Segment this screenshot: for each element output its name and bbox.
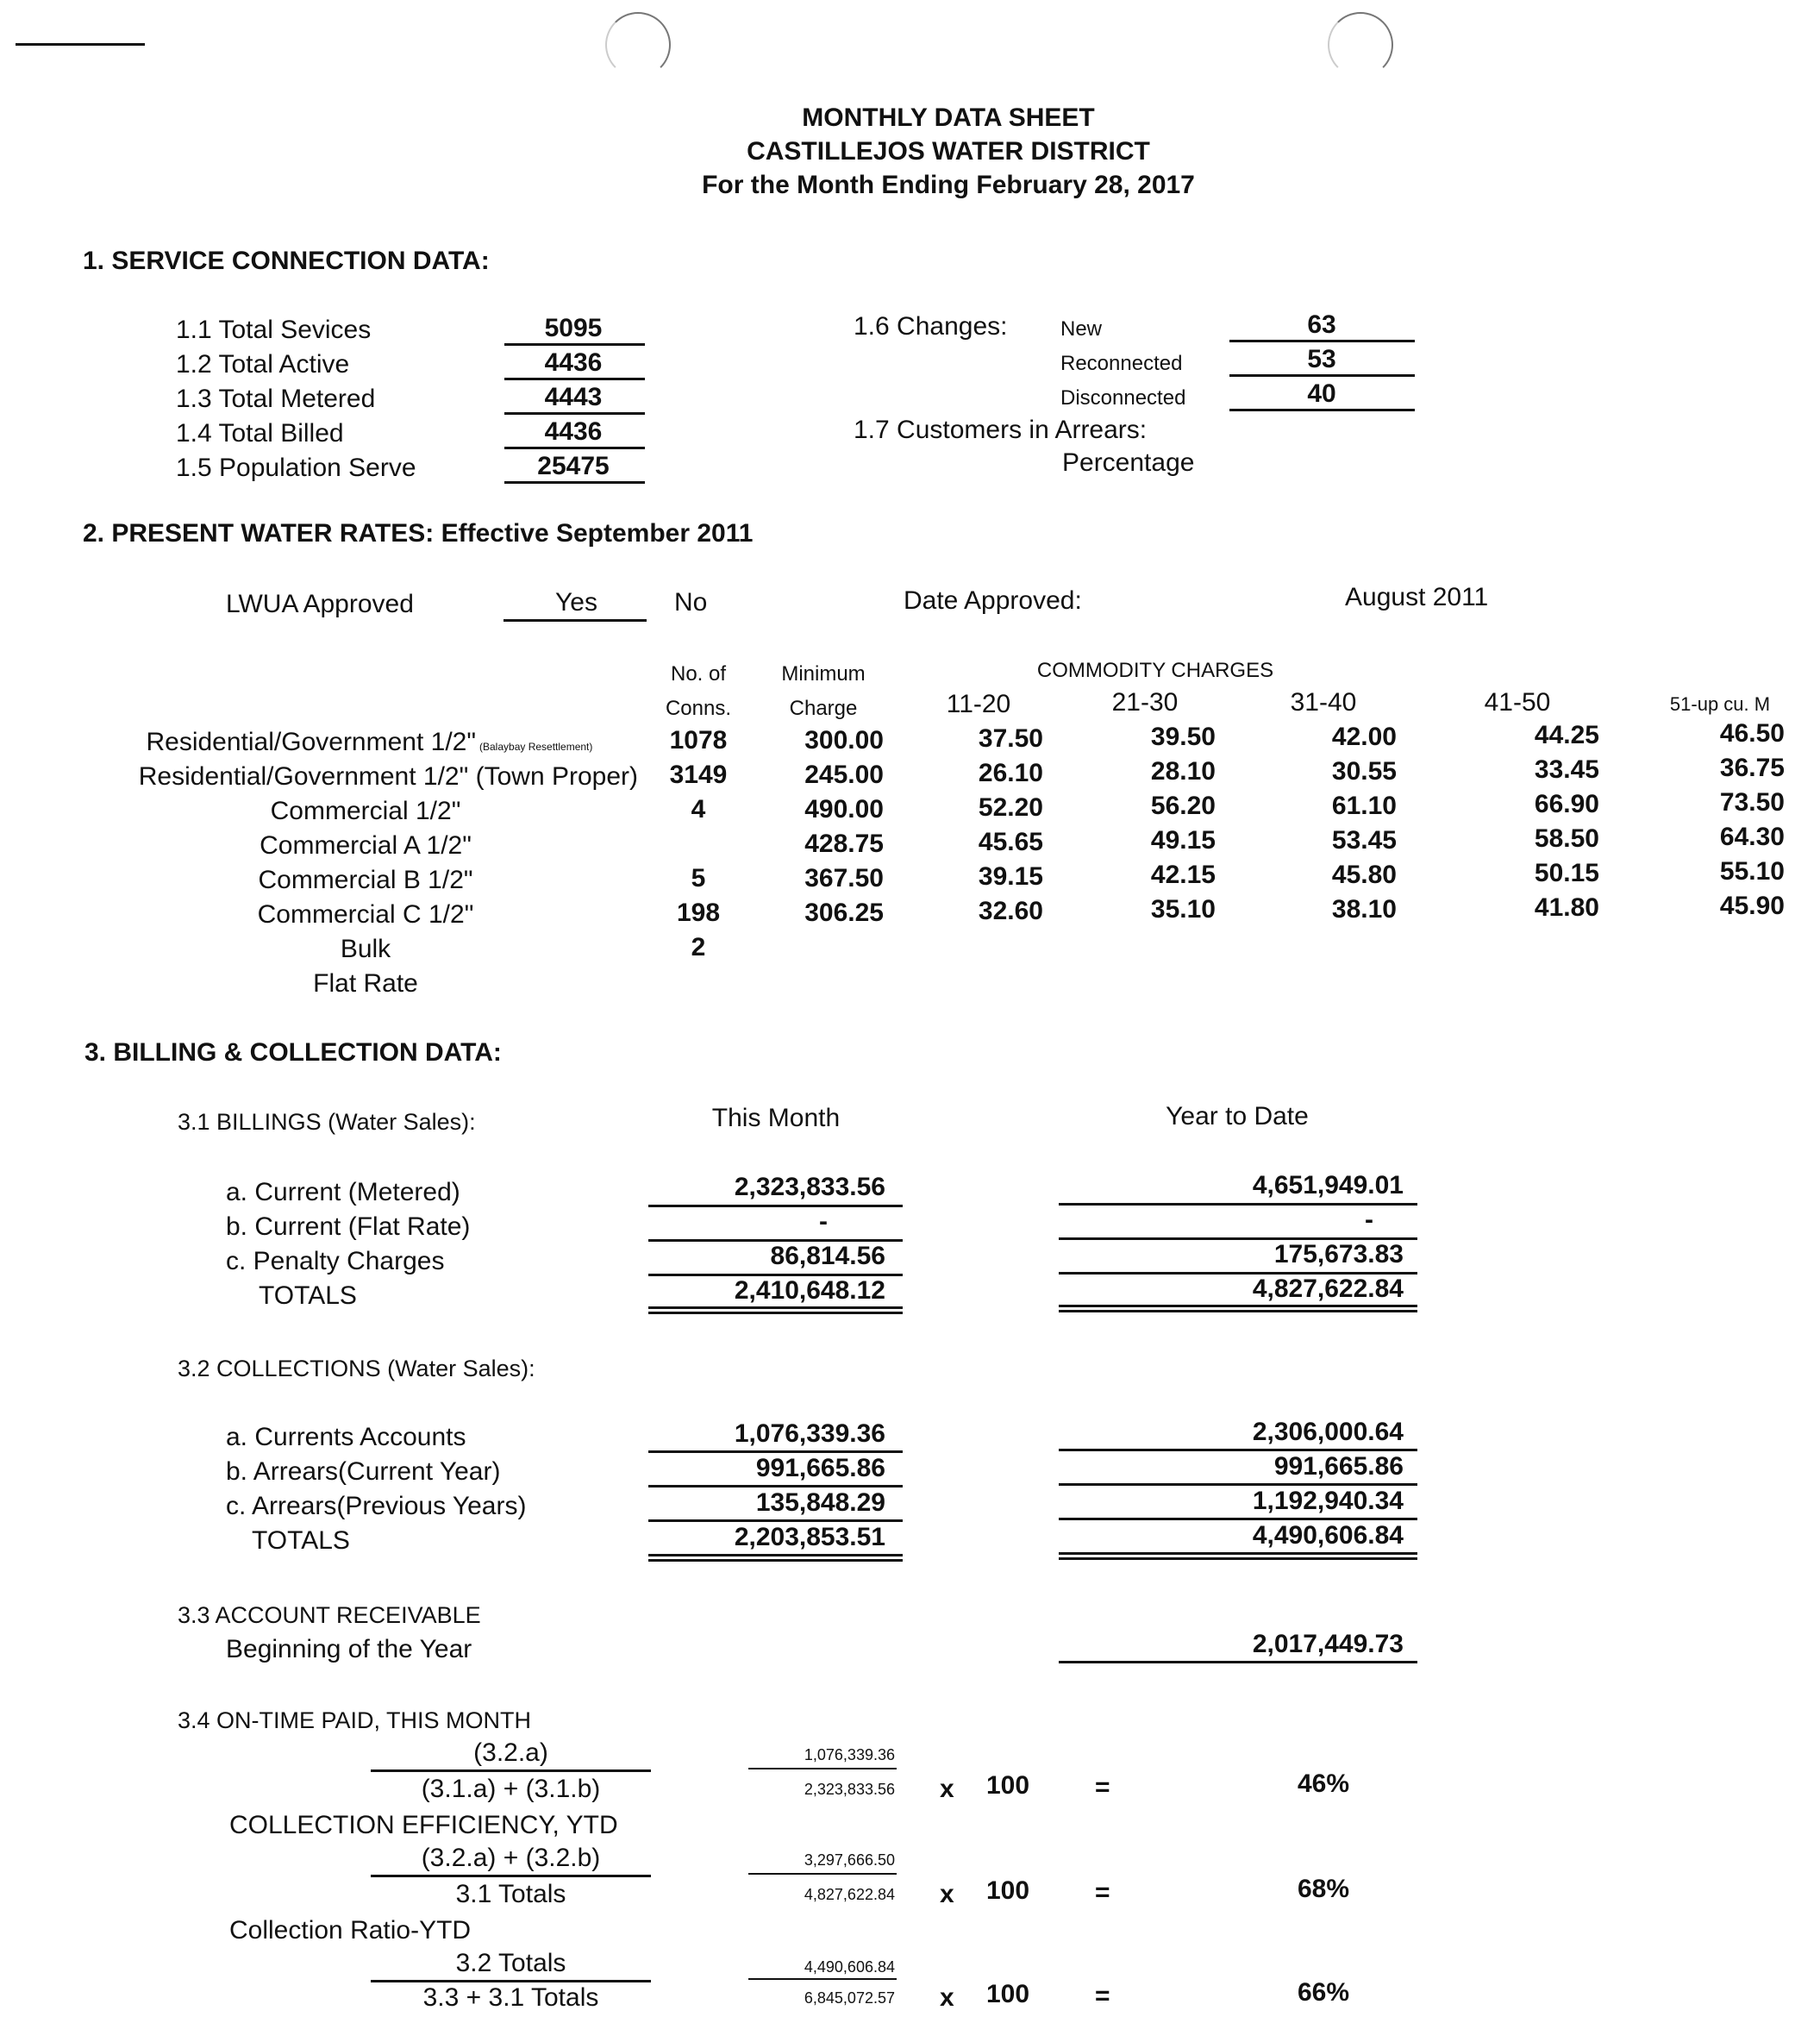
changes-label: 1.6 Changes: [854, 312, 1008, 341]
col-header-charge: Charge [789, 697, 858, 720]
value-underline [1059, 1449, 1417, 1451]
ratio-label: Collection Ratio-YTD [229, 1916, 472, 1945]
value-underline [1059, 1203, 1417, 1206]
billing-ytd-value: - [1365, 1206, 1373, 1234]
rate-row-conns: 2 [691, 933, 706, 961]
value-underline [504, 447, 645, 449]
rate-cell: 42.15 [1150, 861, 1216, 889]
change-reconnected-label: Reconnected [1060, 352, 1183, 375]
change-new-value: 63 [1307, 310, 1336, 339]
hundred: 100 [986, 1876, 1030, 1905]
rate-cell: 45.80 [1331, 861, 1397, 889]
receivable-value: 2,017,449.73 [1252, 1630, 1404, 1658]
rate-cell: 53.45 [1331, 826, 1397, 855]
billing-ytd-value: 175,673.83 [1273, 1240, 1404, 1268]
fraction-bar [748, 1978, 897, 1980]
rate-row-minimum: 245.00 [804, 761, 884, 789]
fraction-bar [371, 1769, 651, 1772]
rate-row-name: Bulk [340, 935, 391, 963]
billing-row-label: b. Current (Flat Rate) [226, 1212, 471, 1241]
multiply-sign: x [940, 1775, 954, 1803]
col-header-bracket: 41-50 [1484, 688, 1551, 717]
ratio-label: COLLECTION EFFICIENCY, YTD [229, 1811, 618, 1839]
value-underline [648, 1519, 903, 1522]
value-underline [1229, 340, 1415, 342]
section-heading-water-rates: 2. PRESENT WATER RATES: Effective September 2011 [83, 519, 754, 548]
fraction-bar [748, 1873, 897, 1875]
service-item-label: 1.1 Total Sevices [176, 316, 372, 344]
change-new-label: New [1060, 317, 1103, 341]
col-header-bracket: 11-20 [946, 690, 1011, 718]
lwua-no: No [674, 588, 708, 617]
rate-row-minimum: 490.00 [804, 795, 884, 824]
rate-cell: 45.65 [978, 828, 1043, 856]
ratio-numerator-formula: 3.2 Totals [455, 1949, 566, 1977]
rate-row-name: Flat Rate [313, 969, 418, 998]
rate-cell: 39.50 [1150, 723, 1216, 751]
value-underline [648, 1450, 903, 1453]
col-header-conns: Conns. [665, 697, 732, 720]
collection-month-value: 135,848.29 [755, 1488, 885, 1517]
rate-row-conns: 4 [691, 795, 706, 824]
collection-totals-label: TOTALS [252, 1526, 350, 1555]
receivable-label: 3.3 ACCOUNT RECEIVABLE [178, 1602, 481, 1628]
rate-cell: 66.90 [1534, 790, 1599, 818]
rate-cell: 26.10 [978, 759, 1043, 787]
rate-cell: 46.50 [1719, 719, 1785, 748]
rate-cell: 61.10 [1331, 792, 1397, 820]
ratio-result: 68% [1297, 1875, 1350, 1903]
billing-month-total: 2,410,648.12 [734, 1276, 885, 1305]
total-double-underline [1059, 1552, 1417, 1560]
value-underline [504, 343, 645, 346]
col-header-bracket: 21-30 [1111, 688, 1179, 717]
collection-month-total: 2,203,853.51 [734, 1523, 885, 1551]
lwua-approved-label: LWUA Approved [226, 590, 414, 618]
change-reconnected-value: 53 [1307, 345, 1336, 373]
rate-row-conns: 198 [676, 899, 721, 927]
service-item-value: 4443 [544, 383, 603, 411]
rate-cell: 35.10 [1150, 895, 1216, 924]
punch-hole-left [605, 12, 671, 78]
this-month-header: This Month [711, 1104, 841, 1132]
rate-cell: 39.15 [978, 862, 1043, 891]
value-underline [504, 412, 645, 415]
receivable-sublabel: Beginning of the Year [226, 1635, 472, 1663]
col-header-no-of: No. of [670, 662, 727, 686]
billing-month-value: - [819, 1207, 828, 1236]
billing-row-label: c. Penalty Charges [226, 1247, 445, 1275]
billing-ytd-value: 4,651,949.01 [1252, 1171, 1404, 1199]
district-name: CASTILLEJOS WATER DISTRICT [747, 137, 1150, 166]
change-disconnected-label: Disconnected [1060, 386, 1186, 410]
rate-cell: 45.90 [1719, 892, 1785, 920]
collection-ytd-value: 991,665.86 [1273, 1452, 1404, 1481]
rate-row-name: Commercial 1/2" [270, 797, 461, 825]
service-item-label: 1.4 Total Billed [176, 419, 344, 448]
hundred: 100 [986, 1980, 1030, 2008]
rate-cell: 56.20 [1150, 792, 1216, 820]
billing-month-value: 86,814.56 [770, 1242, 885, 1270]
ratio-label: 3.4 ON-TIME PAID, THIS MONTH [178, 1707, 532, 1733]
service-item-value: 25475 [537, 452, 610, 480]
rate-row-conns: 3149 [669, 761, 728, 789]
billing-ytd-total: 4,827,622.84 [1252, 1275, 1404, 1303]
ratio-denominator-value: 2,323,833.56 [804, 1781, 895, 1798]
value-underline [1059, 1661, 1417, 1663]
value-underline [648, 1205, 903, 1207]
multiply-sign: x [940, 1983, 954, 2012]
value-underline [1229, 409, 1415, 411]
date-approved-label: Date Approved: [904, 586, 1082, 615]
date-approved-value: August 2011 [1345, 583, 1489, 611]
ratio-denominator-formula: (3.1.a) + (3.1.b) [421, 1775, 601, 1803]
ratio-denominator-formula: 3.1 Totals [455, 1880, 566, 1908]
collection-row-label: c. Arrears(Previous Years) [226, 1492, 527, 1520]
rate-row-minimum: 300.00 [804, 726, 884, 755]
ratio-numerator-formula: (3.2.a) [473, 1738, 548, 1767]
value-underline [504, 481, 645, 484]
rate-cell: 73.50 [1719, 788, 1785, 817]
service-item-label: 1.3 Total Metered [176, 385, 376, 413]
collections-label: 3.2 COLLECTIONS (Water Sales): [178, 1356, 535, 1381]
billing-row-label: a. Current (Metered) [226, 1178, 460, 1206]
value-underline [1229, 374, 1415, 377]
ratio-result: 46% [1297, 1769, 1350, 1798]
punch-hole-right [1328, 12, 1393, 78]
rate-cell: 49.15 [1150, 826, 1216, 855]
rate-row-name: Residential/Government 1/2" (Town Proper) [138, 762, 638, 791]
rate-cell: 38.10 [1331, 895, 1397, 924]
rate-row-conns: 5 [691, 864, 706, 892]
rate-cell: 44.25 [1534, 721, 1599, 749]
collection-ytd-total: 4,490,606.84 [1252, 1521, 1404, 1550]
fraction-bar [371, 1980, 651, 1982]
rate-row-name: Commercial B 1/2" [258, 866, 473, 894]
billing-month-value: 2,323,833.56 [734, 1173, 885, 1201]
ratio-denominator-formula: 3.3 + 3.1 Totals [422, 1983, 599, 2012]
rate-cell: 42.00 [1331, 723, 1397, 751]
rate-cell: 32.60 [978, 897, 1043, 925]
col-header-bracket: 51-up cu. M [1669, 693, 1771, 715]
col-header-commodity: COMMODITY CHARGES [1036, 659, 1274, 682]
rate-row-conns: 1078 [669, 726, 728, 755]
yes-underline [503, 619, 647, 622]
collection-month-value: 1,076,339.36 [734, 1419, 885, 1448]
hundred: 100 [986, 1771, 1030, 1800]
ratio-numerator-value: 4,490,606.84 [804, 1958, 895, 1976]
rate-cell: 30.55 [1331, 757, 1397, 786]
rate-row-name: Commercial A 1/2" [260, 831, 472, 860]
equals-sign: = [1095, 1773, 1110, 1801]
scan-mark-line [16, 43, 145, 46]
fraction-bar [748, 1768, 897, 1769]
page-title: MONTHLY DATA SHEET [802, 103, 1095, 132]
ratio-numerator-value: 3,297,666.50 [804, 1851, 895, 1869]
rate-row-note: (Balaybay Resettlement) [479, 741, 593, 753]
fraction-bar [371, 1875, 651, 1877]
billings-label: 3.1 BILLINGS (Water Sales): [178, 1109, 476, 1135]
ratio-numerator-formula: (3.2.a) + (3.2.b) [421, 1844, 601, 1872]
equals-sign: = [1095, 1878, 1110, 1907]
service-item-value: 4436 [544, 348, 603, 377]
ratio-result: 66% [1297, 1978, 1350, 2007]
multiply-sign: x [940, 1880, 954, 1908]
rate-cell: 36.75 [1719, 754, 1785, 782]
equals-sign: = [1095, 1982, 1110, 2010]
collection-row-label: a. Currents Accounts [226, 1423, 466, 1451]
report-period: For the Month Ending February 28, 2017 [702, 171, 1195, 199]
section-heading-service-connection: 1. SERVICE CONNECTION DATA: [83, 247, 490, 275]
rate-cell: 50.15 [1534, 859, 1599, 887]
ratio-denominator-value: 4,827,622.84 [804, 1886, 895, 1903]
rate-row-name: Residential/Government 1/2" [146, 728, 476, 756]
rate-row-minimum: 428.75 [804, 830, 884, 858]
lwua-yes: Yes [555, 588, 597, 617]
billing-totals-label: TOTALS [259, 1281, 357, 1310]
collection-month-value: 991,665.86 [755, 1454, 885, 1482]
rate-row-name: Commercial C 1/2" [257, 900, 474, 929]
service-item-label: 1.5 Population Serve [176, 454, 416, 482]
rate-cell: 37.50 [978, 724, 1043, 753]
rate-row-minimum: 367.50 [804, 864, 884, 892]
rate-row-minimum: 306.25 [804, 899, 884, 927]
service-item-label: 1.2 Total Active [176, 350, 350, 379]
percentage-label: Percentage [1062, 448, 1195, 477]
ratio-denominator-value: 6,845,072.57 [804, 1989, 895, 2007]
section-heading-billing-collection: 3. BILLING & COLLECTION DATA: [84, 1038, 502, 1067]
change-disconnected-value: 40 [1307, 379, 1336, 408]
ytd-header: Year to Date [1166, 1102, 1309, 1130]
value-underline [1059, 1518, 1417, 1520]
rate-cell: 58.50 [1534, 824, 1599, 853]
rate-cell: 52.20 [978, 793, 1043, 822]
collection-ytd-value: 2,306,000.64 [1252, 1418, 1404, 1446]
rate-cell: 41.80 [1534, 893, 1599, 922]
total-double-underline [648, 1554, 903, 1562]
arrears-label: 1.7 Customers in Arrears: [854, 416, 1148, 444]
rate-cell: 28.10 [1150, 757, 1216, 786]
value-underline [504, 378, 645, 380]
rate-cell: 64.30 [1719, 823, 1785, 851]
service-item-value: 4436 [544, 417, 603, 446]
collection-row-label: b. Arrears(Current Year) [226, 1457, 501, 1486]
rate-cell: 33.45 [1534, 755, 1599, 784]
ratio-numerator-value: 1,076,339.36 [804, 1746, 895, 1763]
value-underline [648, 1485, 903, 1488]
total-double-underline [1059, 1305, 1417, 1312]
col-header-bracket: 31-40 [1290, 688, 1357, 717]
collection-ytd-value: 1,192,940.34 [1252, 1487, 1404, 1515]
col-header-minimum: Minimum [781, 662, 866, 686]
rate-cell: 55.10 [1719, 857, 1785, 886]
service-item-value: 5095 [544, 314, 603, 342]
total-double-underline [648, 1306, 903, 1314]
value-underline [1059, 1483, 1417, 1486]
